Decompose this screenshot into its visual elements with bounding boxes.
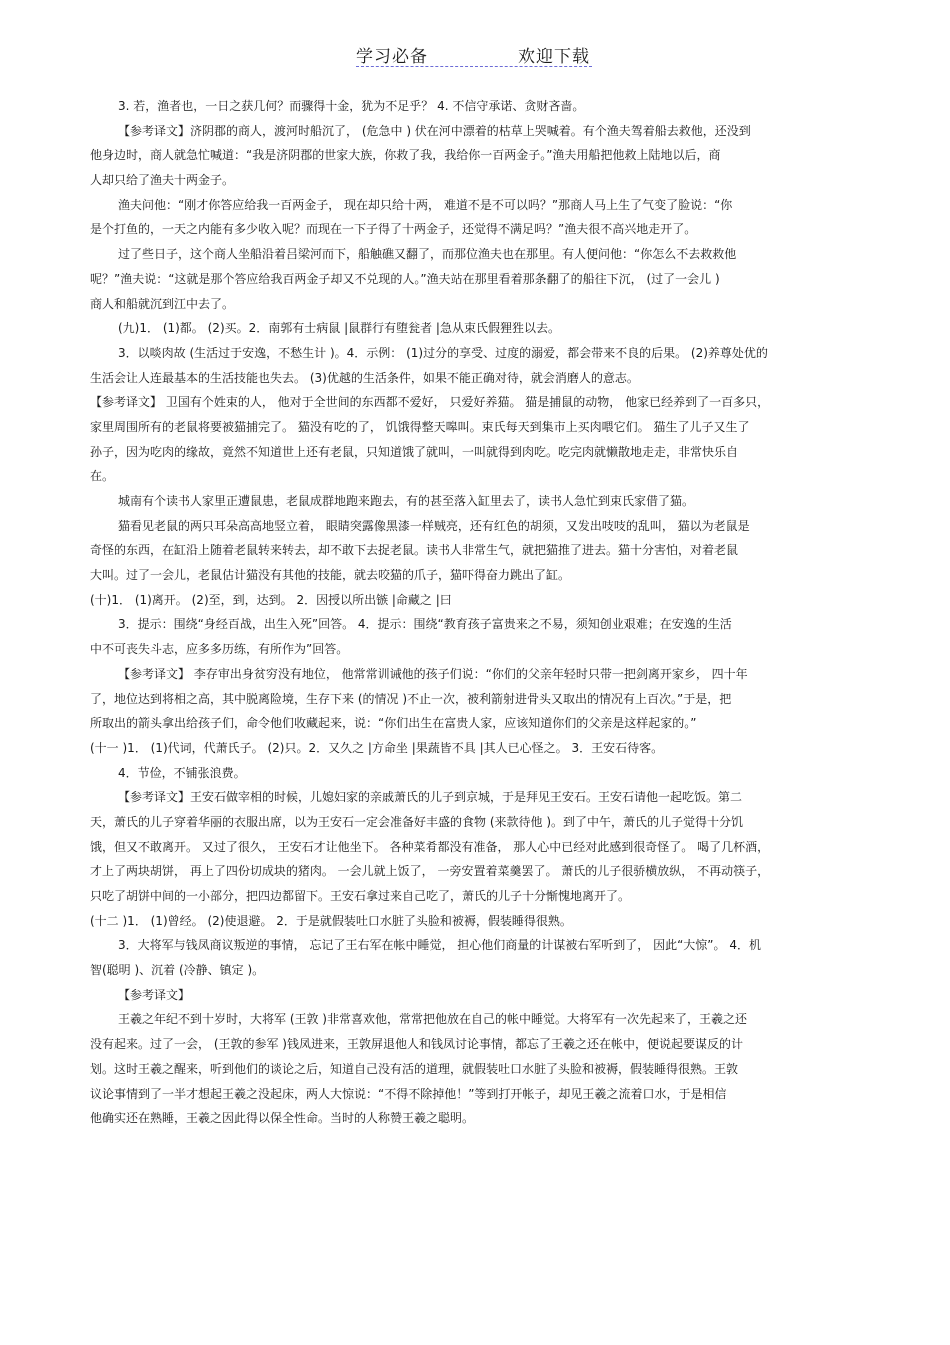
text-line: 3．提示：围绕“身经百战，出生入死”回答。 4．提示：围绕“教育孩子富贵来之不易，须知创业艰难；在安逸的生活 (118, 617, 732, 632)
text-line: 【参考译文】 卫国有个姓束的人， 他对于全世间的东西都不爱好， 只爱好养猫。 猫是捕鼠的动物， 他家已经养到了一百多只， (90, 395, 770, 410)
text-line: 【参考译文】 李存审出身贫穷没有地位， 他常常训诫他的孩子们说：“你们的父亲年轻时只带一把剑离开家乡， 四十年 (118, 666, 748, 681)
text-line: 智(聪明 )、沉着 (冷静、镇定 )。 (90, 963, 265, 978)
text-line: 他身边时，商人就急忙喊道：“我是济阴郡的世家大族，你救了我，我给你一百两金子。”渔夫用船把他救上陆地以后，商 (90, 148, 721, 163)
text-line: 呢？”渔夫说：“这就是那个答应给我百两金子却又不兑现的人。”渔夫站在那里看着那条翻了的船往下沉， (过了一会儿 ) (90, 271, 720, 286)
text-line: 奇怪的东西，在缸沿上随着老鼠转来转去，却不敢下去捉老鼠。读书人非常生气，就把猫推了进去。猫十分害怕，对着老鼠 (90, 543, 739, 558)
text-line: 城南有个读书人家里正遭鼠患，老鼠成群地跑来跑去，有的甚至落入缸里去了，读书人急忙到束氏家借了猫。 (118, 494, 695, 508)
text-line: 饿，但又不敢离开。 又过了很久， 王安石才让他坐下。 各种菜肴都没有准备， 那人心中已经对此感到很奇怪了。 喝了几杯酒， (90, 839, 770, 854)
header-right-text: 欢迎下载 (518, 47, 590, 67)
text-line: 人却只给了渔夫十两金子。 (90, 173, 235, 188)
page-header (356, 40, 592, 67)
text-line: 渔夫问他：“刚才你答应给我一百两金子， 现在却只给十两， 难道不是不可以吗？”那商人马上生了气变了脸说：“你 (118, 197, 733, 212)
text-line: 【参考译文】王安石做宰相的时候，儿媳妇家的亲戚萧氏的儿子到京城，于是拜见王安石。王安石请他一起吃饭。第二 (118, 790, 743, 805)
text-line: 天，萧氏的儿子穿着华丽的衣服出席，以为王安石一定会准备好丰盛的食物 (来款待他 )。到了中午，萧氏的儿子觉得十分饥 (90, 814, 743, 829)
text-line: 家里周围所有的老鼠将要被猫捕完了。 猫没有吃的了， 饥饿得整天嗥叫。束氏每天到集市上买肉喂它们。 猫生了儿子又生了 (90, 419, 750, 434)
text-line: 过了些日子，这个商人坐船沿着吕梁河而下，船触礁又翻了，而那位渔夫也在那里。有人便问他：“你怎么不去救救他 (118, 247, 737, 262)
text-line: (十一 )1． (1)代词，代萧氏子。 (2)只。2．又久之 |方命坐 |果蔬皆不具 |其人已心怪之。 3．王安石待客。 (90, 740, 664, 755)
text-line: 3. 若，渔者也，一日之获几何？而骤得十金，犹为不足乎？ 4. 不信守承诺、贪财吝啬。 (118, 99, 585, 113)
text-line: 大叫。过了一会儿，老鼠估计猫没有其他的技能，就去咬猫的爪子，猫吓得奋力跳出了缸。 (90, 568, 571, 583)
text-line: 了，地位达到将相之高，其中脱离险境，生存下来 (的情况 )不止一次，被利箭射进骨头又取出的情况有上百次。”于是，把 (90, 691, 732, 706)
text-line: 孙子，因为吃肉的缘故，竟然不知道世上还有老鼠，只知道饿了就叫，一叫就得到肉吃。吃完肉就懒散地走走，非常快乐自 (90, 444, 739, 459)
text-line: 在。 (90, 469, 115, 484)
text-line: 生活会让人连最基本的生活技能也失去。 (3)优越的生活条件，如果不能正确对待，就会消磨人的意志。 (90, 370, 639, 385)
text-line: 3．以啖肉故 (生活过于安逸，不愁生计 )。4．示例： (1)过分的享受、过度的溺爱，都会带来不良的后果。 (2)养尊处优的 (118, 345, 768, 360)
text-line: 他确实还在熟睡，王羲之因此得以保全性命。当时的人称赞王羲之聪明。 (90, 1111, 475, 1126)
document-body (90, 94, 865, 1131)
text-line: 商人和船就沉到江中去了。 (90, 296, 235, 311)
text-line: 4．节俭，不铺张浪费。 (118, 765, 246, 780)
text-line: 才上了两块胡饼， 再上了四份切成块的猪肉。 一会儿就上饭了， 一旁安置着菜羹罢了。 萧氏的儿子很骄横放纵， 不再动筷子， (90, 864, 770, 879)
text-line: (十)1． (1)离开。 (2)至，到，达到。 2．因授以所出镞 |命藏之 |曰 (90, 592, 452, 607)
text-line: (九)1． (1)都。 (2)买。2．南郭有士病鼠 |鼠群行有堕瓮者 |急从束氏假狸狌以去。 (118, 321, 560, 336)
text-line: 【参考译文】济阴郡的商人，渡河时船沉了， (危急中 ) 伏在河中漂着的枯草上哭喊着。有个渔夫驾着船去救他，还没到 (118, 123, 751, 138)
text-line: 猫看见老鼠的两只耳朵高高地竖立着， 眼睛突露像黑漆一样贼亮，还有红色的胡须，又发出吱吱的乱叫， 猫以为老鼠是 (118, 518, 750, 533)
text-line: (十二 )1． (1)曾经。 (2)使退避。 2．于是就假装吐口水脏了头脸和被褥，假装睡得很熟。 (90, 913, 572, 928)
text-line: 中不可丧失斗志，应多多历练，有所作为”回答。 (90, 642, 349, 657)
text-line: 3．大将军与钱凤商议叛逆的事情， 忘记了王右军在帐中睡觉， 担心他们商量的计谋被右军听到了， 因此“大惊”。 4．机 (118, 938, 761, 953)
text-line: 王羲之年纪不到十岁时，大将军 (王敦 )非常喜欢他，常常把他放在自己的帐中睡觉。大将军有一次先起来了，王羲之还 (118, 1012, 747, 1027)
text-line: 没有起来。过了一会， (王敦的参军 )钱凤进来，王敦屏退他人和钱凤讨论事情，都忘了王羲之还在帐中，便说起要谋反的计 (90, 1037, 743, 1052)
text-line: 是个打鱼的，一天之内能有多少收入呢？而现在一下子得了十两金子，还觉得不满足吗？”渔夫很不高兴地走开了。 (90, 222, 697, 237)
text-line: 划。这时王羲之醒来，听到他们的谈论之后，知道自己没有活的道理，就假装吐口水脏了头脸和被褥，假装睡得很熟。王敦 (90, 1061, 739, 1076)
header-left-text: 学习必备 (356, 47, 428, 67)
text-line: 所取出的箭头拿出给孩子们，命令他们收藏起来，说：“你们出生在富贵人家，应该知道你们的父亲是这样起家的。” (90, 716, 697, 731)
text-line: 【参考译文】 (118, 987, 191, 1002)
text-line: 议论事情到了一半才想起王羲之没起床，两人大惊说：“不得不除掉他！”等到打开帐子，却见王羲之流着口水，于是相信 (90, 1086, 727, 1101)
text-line: 只吃了胡饼中间的一小部分，把四边都留下。王安石拿过来自己吃了，萧氏的儿子十分惭愧地离开了。 (90, 889, 631, 903)
